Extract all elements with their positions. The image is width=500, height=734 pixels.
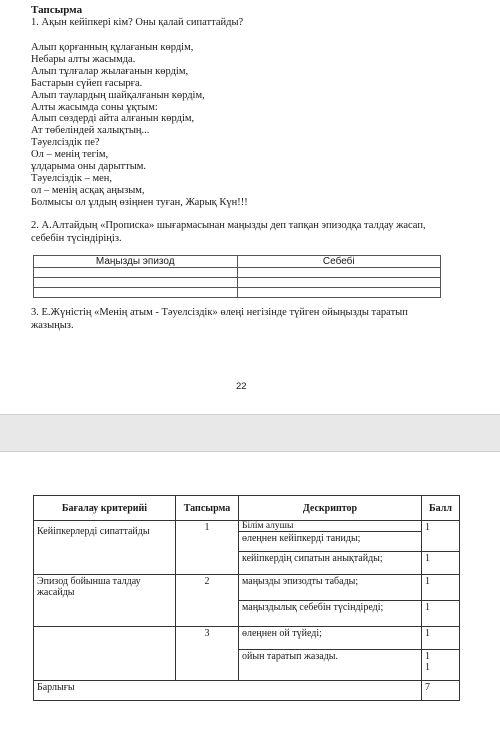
table-cell[interactable]	[34, 278, 238, 288]
descriptor-cell: ойын таратып жазады.	[239, 650, 422, 681]
descriptor-cell: өлеңнен кейіпкерді таниды;	[239, 532, 422, 552]
column-header: Дескриптор	[239, 496, 422, 521]
table-cell[interactable]	[34, 288, 238, 298]
episode-table	[33, 255, 441, 298]
poem-line: Алты жасымда соны ұқтым:	[31, 101, 158, 113]
poem-line: ол – менің асқақ аңызым,	[31, 184, 145, 196]
poem-line: Ол – менің тегім,	[31, 149, 109, 161]
poem-line: Тәуелсіздік пе?	[31, 137, 100, 149]
poem-line: Небары алты жасымда.	[31, 53, 136, 65]
total-label: Барлығы	[34, 681, 422, 701]
poem-line: ұлдарыма оны дарыттым.	[31, 161, 147, 173]
poem-line: Алып таулардың шайқалғанын көрдім,	[31, 89, 205, 101]
page-number: 22	[236, 381, 247, 392]
descriptor-cell: маңызды эпизодты табады;	[239, 575, 422, 601]
poem-line: Бастарын сүйеп ғасырға.	[31, 77, 143, 89]
total-score: 7	[422, 681, 460, 701]
descriptor-cell: кейіпкердің сипатын анықтайды;	[239, 552, 422, 575]
page-gap	[0, 414, 500, 452]
poem-text	[31, 42, 248, 209]
table-cell[interactable]	[237, 288, 441, 298]
column-header: Бағалау критерийі	[34, 496, 176, 521]
question-2: 2. А.Алтайдың «Прописка» шығармасынан маңызды деп тапқан эпизодқа талдау жасап, себебін түсіндіріңіз.	[31, 220, 426, 244]
poem-line: Алып тұлғалар жылағанын көрдім,	[31, 65, 189, 77]
question-3: 3. Е.Жүністің «Менің атым - Тәуелсіздік» өлеңі негізінде түйген ойыңызды таратып жазыңыз.	[31, 307, 408, 331]
score-cell: 1	[422, 601, 460, 627]
column-header: Маңызды эпизод	[34, 256, 238, 268]
table-cell[interactable]	[237, 268, 441, 278]
table-cell[interactable]	[237, 278, 441, 288]
column-header: Балл	[422, 496, 460, 521]
criterion-cell: Эпизод бойынша талдау жасайды	[34, 575, 176, 627]
score-cell: 1	[422, 521, 460, 552]
table-row	[34, 521, 460, 532]
table-header-row	[34, 496, 460, 521]
table-cell[interactable]	[34, 268, 238, 278]
column-header: Тапсырма	[176, 496, 239, 521]
poem-line: Тәуелсіздік – мен,	[31, 172, 113, 184]
table-row	[34, 268, 441, 278]
criterion-cell: Кейіпкерлерді сипаттайды	[34, 521, 176, 575]
poem-line: Алып сөздерді айта алғанын көрдім,	[31, 113, 195, 125]
criterion-cell	[34, 627, 176, 681]
score-cell	[422, 650, 460, 681]
descriptor-cell: маңыздылық себебін түсіндіреді;	[239, 601, 422, 627]
score-value: 1	[425, 662, 430, 673]
table-header-row	[34, 256, 441, 268]
task-number: 1	[176, 521, 239, 575]
table-row	[34, 278, 441, 288]
score-cell: 1	[422, 552, 460, 575]
task-number: 3	[176, 627, 239, 681]
score-cell: 1	[422, 627, 460, 650]
column-header: Себебі	[237, 256, 441, 268]
page-title: Тапсырма	[31, 4, 83, 16]
descriptor-cell: өлеңнен ой түйеді;	[239, 627, 422, 650]
poem-line: Ат төбеліндей халықтың...	[31, 125, 150, 137]
poem-line: Алып қорғанның құлағанын көрдім,	[31, 42, 194, 53]
assessment-criteria-table	[33, 495, 460, 701]
table-row	[34, 627, 460, 650]
table-row	[34, 575, 460, 601]
score-cell: 1	[422, 575, 460, 601]
question-1: 1. Ақын кейіпкері кім? Оны қалай сипаттайды?	[31, 17, 244, 28]
table-row	[34, 288, 441, 298]
task-number: 2	[176, 575, 239, 627]
descriptor-label: Білім алушы	[239, 521, 422, 532]
table-row	[34, 681, 460, 701]
score-value: 1	[425, 651, 430, 662]
poem-line: Болмысы ол ұлдың өзіңнен туған, Жарық Күн!!!	[31, 196, 248, 208]
